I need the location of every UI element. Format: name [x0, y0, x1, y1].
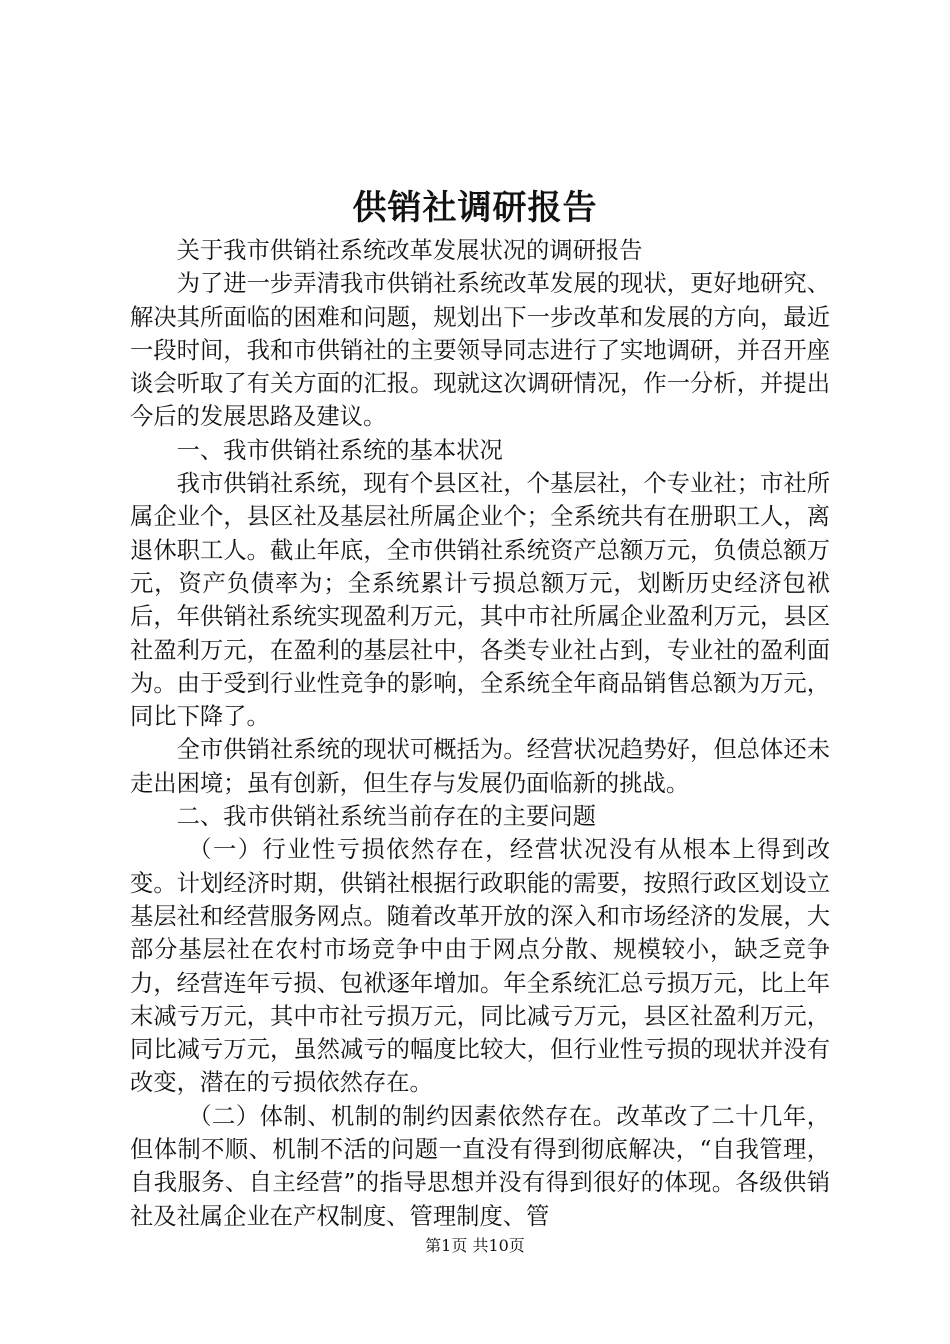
problem-1-paragraph: （一）行业性亏损依然存在，经营状况没有从根本上得到改变。计划经济时期，供销社根据行政职能的需要，按照行政区划设立基层社和经营服务网点。随着改革开放的深入和市场经济的发展，大部分基层社在农村市场竞争中由于网点分散、规模较小，缺乏竞争力，经营连年亏损、包袱逐年增加。年全系统汇总亏损万元，比上年末减亏万元，其中市社亏损万元，同比减亏万元，县区社盈利万元，同比减亏万元，虽然减亏的幅度比较大，但行业性亏损的现状并没有改变，潜在的亏损依然存在。 [130, 836, 830, 1097]
basic-status-paragraph: 我市供销社系统，现有个县区社，个基层社，个专业社；市社所属企业个，县区社及基层社所属企业个；全系统共有在册职工人，离退休职工人。截止年底，全市供销社系统资产总额万元，负债总额万元，资产负债率为；全系统累计亏损总额万元，划断历史经济包袱后，年供销社系统实现盈利万元，其中市社所属企业盈利万元，县区社盈利万元，在盈利的基层社中，各类专业社占到，专业社的盈利面为。由于受到行业性竞争的影响，全系统全年商品销售总额为万元，同比下降了。 [130, 470, 830, 731]
status-summary-paragraph: 全市供销社系统的现状可概括为。经营状况趋势好，但总体还未走出困境；虽有创新，但生存与发展仍面临新的挑战。 [130, 736, 830, 797]
section-heading-2: 二、我市供销社系统当前存在的主要问题 [176, 803, 596, 831]
document-body [130, 234, 830, 1233]
intro-paragraph: 为了进一步弄清我市供销社系统改革发展的现状，更好地研究、解决其所面临的困难和问题，规划出下一步改革和发展的方向，最近一段时间，我和市供销社的主要领导同志进行了实地调研，并召开座谈会听取了有关方面的汇报。现就这次调研情况，作一分析，并提出今后的发展思路及建议。 [130, 270, 830, 431]
problem-2-paragraph: （二）体制、机制的制约因素依然存在。改革改了二十几年，但体制不顺、机制不活的问题一直没有得到彻底解决，“自我管理，自我服务、自主经营”的指导思想并没有得到很好的体现。各级供销社及社属企业在产权制度、管理制度、管 [130, 1102, 830, 1230]
page-number-footer: 第1页 共10页 [425, 1236, 525, 1255]
report-subtitle: 关于我市供销社系统改革发展状况的调研报告 [176, 237, 643, 264]
section-heading-1: 一、我市供销社系统的基本状况 [176, 436, 503, 464]
document-title: 供销社调研报告 [352, 188, 598, 228]
